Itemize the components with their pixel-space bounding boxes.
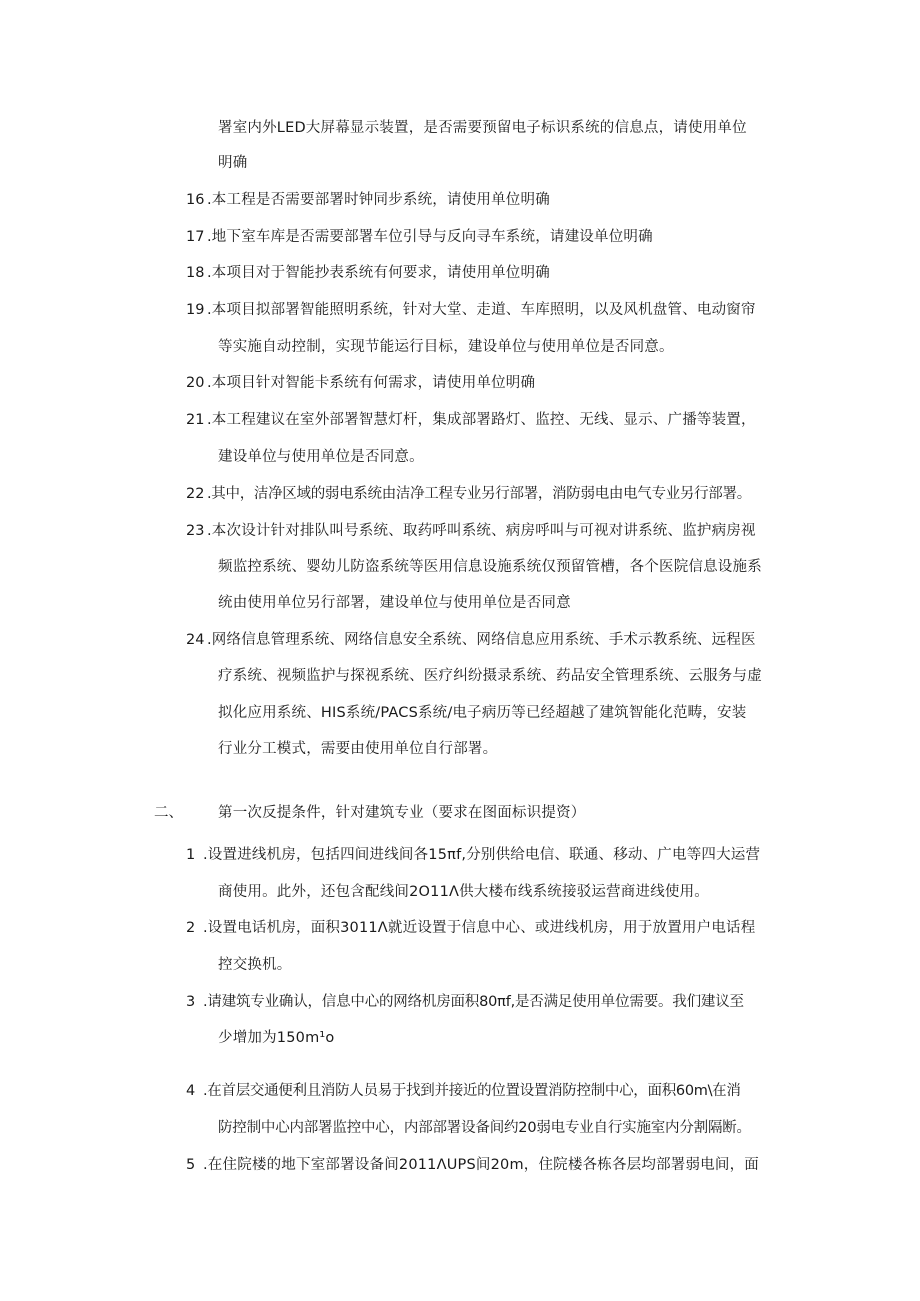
- section-title: 第一次反提条件，针对建筑专业（要求在图面标识提资）: [218, 805, 586, 821]
- list-item-number: 16: [186, 192, 205, 208]
- list-item-text: .本工程是否需要部署时钟同步系统，请使用单位明确: [207, 192, 550, 208]
- list-item-number: 18: [186, 265, 205, 281]
- list-item-number: 21: [186, 412, 205, 428]
- continuation-line: 署室内外LED大屏幕显示装置，是否需要预留电子标识系统的信息点，请使用单位: [218, 120, 747, 136]
- list-item-text: .在首层交通便利且消防人员易于找到并接近的位置设置消防控制中心，面积60m\在消: [203, 1083, 741, 1099]
- list-item-number: 20: [186, 375, 205, 391]
- list-item-text: .本工程建议在室外部署智慧灯杆，集成部署路灯、监控、无线、显示、广播等装置，: [207, 412, 756, 428]
- list-item-number: 24: [186, 632, 205, 648]
- list-item-text: .请建筑专业确认，信息中心的网络机房面积80πf,是否满足使用单位需要。我们建议至: [203, 994, 744, 1010]
- list-item-text: .地下室车库是否需要部署车位引导与反向寻车系统，请建设单位明确: [207, 229, 653, 245]
- list-item-text: .网络信息管理系统、网络信息安全系统、网络信息应用系统、手术示教系统、远程医: [207, 632, 756, 648]
- list-item-text: 建设单位与使用单位是否同意。: [218, 449, 424, 465]
- list-item-number: 19: [186, 302, 205, 318]
- list-item-text: .在住院楼的地下室部署设备间2011ΛUPS间20m，住院楼各栋各层均部署弱电间，面: [203, 1157, 759, 1173]
- list-item-text: .其中，洁净区域的弱电系统由洁净工程专业另行部署，消防弱电由电气专业另行部署。: [207, 486, 751, 502]
- list-item-text: 疗系统、视频监护与探视系统、医疗纠纷摄录系统、药品安全管理系统、云服务与虚: [218, 668, 762, 684]
- list-item-text: .本项目对于智能抄表系统有何要求，请使用单位明确: [207, 265, 550, 281]
- list-item-text: 控交换机。: [218, 957, 292, 973]
- list-item-text: .设置电话机房，面积3011Λ就近设置于信息中心、或进线机房，用于放置用户电话程: [203, 920, 756, 936]
- list-item-text: 频监控系统、婴幼儿防盗系统等医用信息设施系统仅预留管槽，各个医院信息设施系: [218, 559, 762, 575]
- list-item-text: .设置进线机房，包括四间进线间各15πf,分别供给电信、联通、移动、广电等四大运营: [203, 847, 761, 863]
- list-item-text: 防控制中心内部署监控中心，内部部署设备间约20弱电专业自行实施室内分割隔断。: [218, 1120, 751, 1136]
- list-item-number: 5: [186, 1157, 196, 1173]
- list-item-text: .本项目拟部署智能照明系统，针对大堂、走道、车库照明，以及风机盘管、电动窗帘: [207, 302, 756, 318]
- list-item-text: .本项目针对智能卡系统有何需求，请使用单位明确: [207, 375, 536, 391]
- list-item-number: 2: [186, 920, 196, 936]
- list-item-number: 3: [186, 994, 196, 1010]
- list-item-text: 少增加为150m¹o: [218, 1030, 335, 1046]
- list-item-number: 23: [186, 523, 205, 539]
- list-item-text: .本次设计针对排队叫号系统、取药呼叫系统、病房呼叫与可视对讲系统、监护病房视: [207, 523, 756, 539]
- list-item-text: 统由使用单位另行部署，建设单位与使用单位是否同意: [218, 595, 571, 611]
- continuation-line: 明确: [218, 155, 248, 171]
- list-item-number: 22: [186, 486, 205, 502]
- list-item-text: 拟化应用系统、HIS系统/PACS系统/电子病历等已经超越了建筑智能化范畴，安装: [218, 705, 747, 721]
- list-item-number: 4: [186, 1083, 196, 1099]
- list-item-text: 行业分工模式，需要由使用单位自行部署。: [218, 741, 498, 757]
- list-item-number: 1: [186, 847, 196, 863]
- list-item-text: 等实施自动控制，实现节能运行目标，建设单位与使用单位是否同意。: [218, 339, 674, 355]
- section-number: 二、: [154, 805, 183, 821]
- list-item-number: 17: [186, 229, 205, 245]
- list-item-text: 商使用。此外，还包含配线间2O11Λ供大楼布线系统接驳运营商进线使用。: [218, 884, 710, 900]
